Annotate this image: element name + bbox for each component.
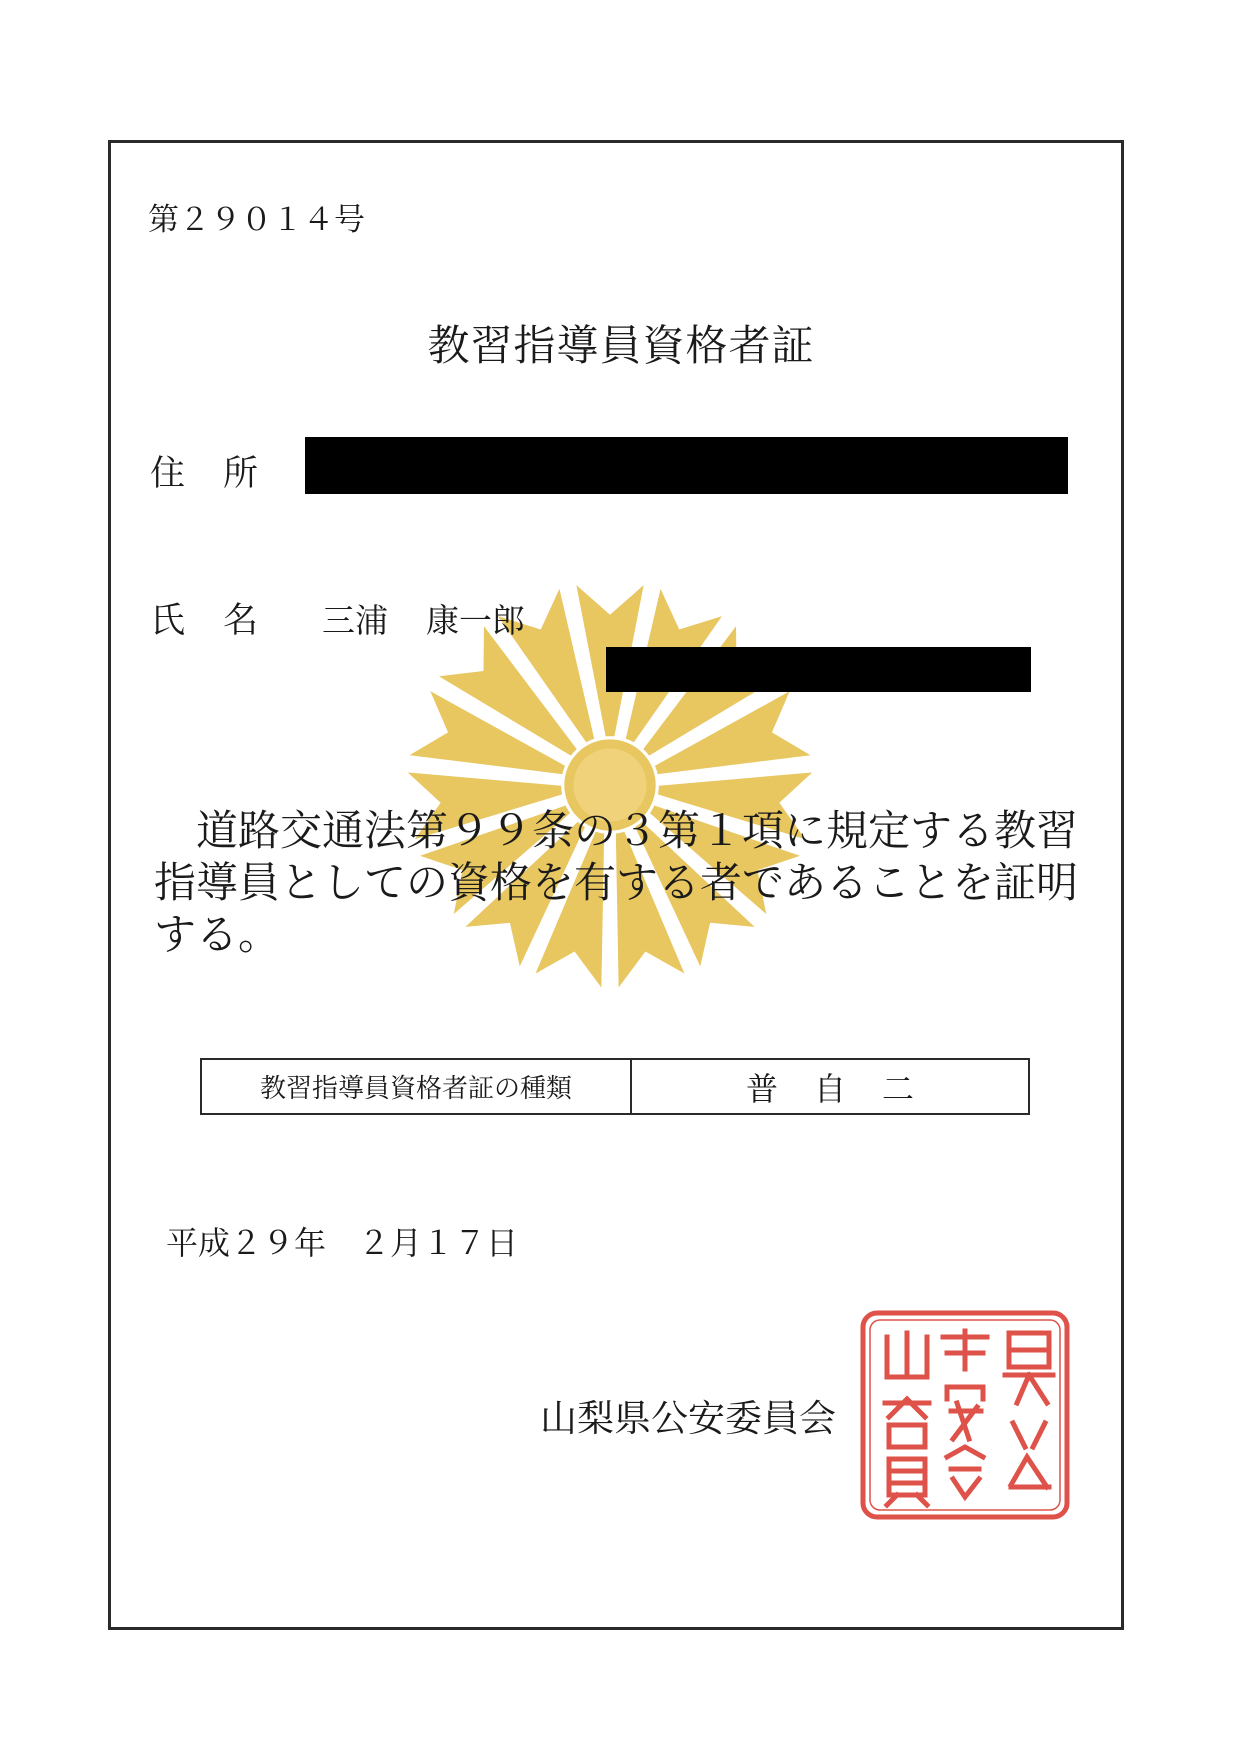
certification-statement: 道路交通法第９９条の３第１項に規定する教習指導員としての資格を有する者であることを証明する。 xyxy=(154,806,1079,959)
document-title: 教習指導員資格者証 xyxy=(427,321,815,370)
name-label-char-2: 名 xyxy=(223,601,259,641)
official-seal-icon xyxy=(857,1307,1073,1523)
name-label xyxy=(150,601,259,641)
address-label-char-1: 住 xyxy=(150,454,186,494)
address-label-char-2: 所 xyxy=(223,454,259,494)
issuer-name: 山梨県公安委員会 xyxy=(540,1397,836,1440)
kind-header-cell: 教習指導員資格者証の種類 xyxy=(202,1060,632,1113)
holder-name xyxy=(322,601,525,640)
address-label xyxy=(150,454,259,494)
holder-family-name: 三浦 xyxy=(322,601,388,640)
issue-date: 平成２９年 ２月１７日 xyxy=(166,1224,519,1262)
kind-value-cell: 普自二 xyxy=(745,1069,950,1108)
certificate-kind-table xyxy=(200,1058,1030,1115)
certificate-number: 第２９０１４号 xyxy=(148,202,365,238)
holder-given-name: 康一郎 xyxy=(426,601,525,640)
birthdate-redaction xyxy=(606,647,1031,692)
address-redaction xyxy=(305,437,1068,494)
name-label-char-1: 氏 xyxy=(150,601,186,641)
